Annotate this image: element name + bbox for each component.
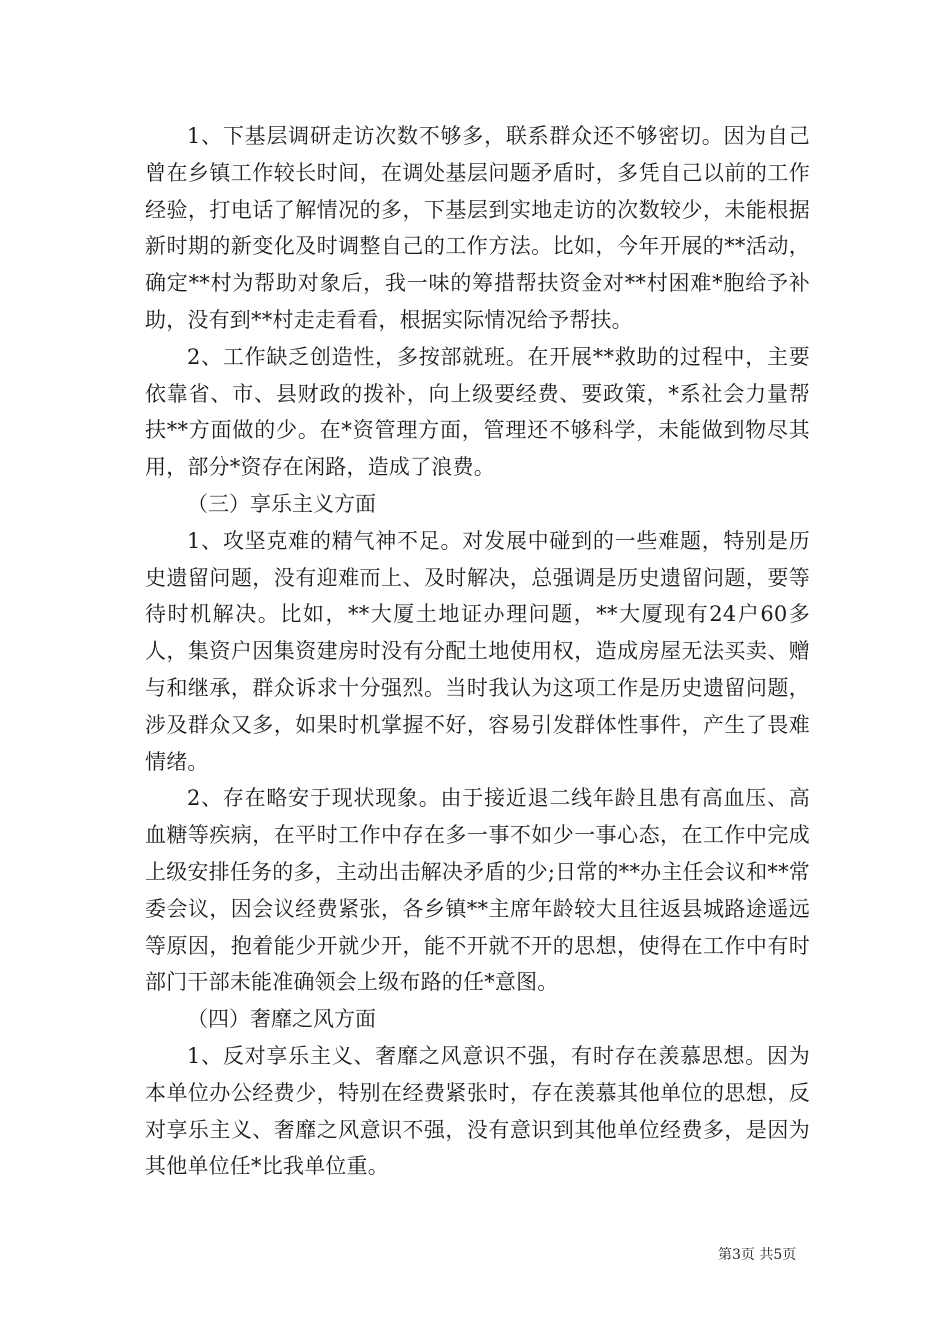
section-heading-extravagance: （四）奢靡之风方面	[187, 1007, 376, 1032]
section-heading-hedonism: （三）享乐主义方面	[187, 491, 376, 516]
paragraph-creativity: 2、工作缺乏创造性，多按部就班。在开展**救助的过程中，主要依靠省、市、县财政的拨补，向上级要经费、要政策，*系社会力量帮扶**方面做的少。在*资管理方面，管理还不够科学，未能做到物尽其用，部分*资存在闲路，造成了浪费。	[145, 344, 810, 480]
paragraph-complacency: 2、存在略安于现状现象。由于接近退二线年龄且患有高血压、高血糖等疾病，在平时工作中存在多一事不如少一事心态，在工作中完成上级安排任务的多，主动出击解决矛盾的少;日常的**办主任会议和**常委会议，因会议经费紧张，各乡镇**主席年龄较大且往返县城路途遥远等原因，抱着能少开就少开，能不开就不开的思想，使得在工作中有时部门干部未能准确领会上级布路的任*意图。	[145, 786, 810, 995]
paragraph-awareness: 1、反对享乐主义、奢靡之风意识不强，有时存在羡慕思想。因为本单位办公经费少，特别在经费紧张时，存在羡慕其他单位的思想，反对享乐主义、奢靡之风意识不强，没有意识到其他单位经费多，是因为其他单位任*比我单位重。	[145, 1043, 810, 1179]
paragraph-difficulties: 1、攻坚克难的精气神不足。对发展中碰到的一些难题，特别是历史遗留问题，没有迎难而上、及时解决，总强调是历史遗留问题，要等待时机解决。比如，**大厦土地证办理问题，**大厦现有24户60多人，集资户因集资建房时没有分配土地使用权，造成房屋无法买卖、赠与和继承，群众诉求十分强烈。当时我认为这项工作是历史遗留问题，涉及群众又多，如果时机掌握不好，容易引发群体性事件，产生了畏难情绪。	[145, 528, 810, 774]
page-number: 第3页 共5页	[718, 1247, 797, 1263]
document-body	[145, 118, 810, 1185]
paragraph-outreach: 1、下基层调研走访次数不够多，联系群众还不够密切。因为自己曾在乡镇工作较长时间，在调处基层问题矛盾时，多凭自己以前的工作经验，打电话了解情况的多，下基层到实地走访的次数较少，未能根据新时期的新变化及时调整自己的工作方法。比如，今年开展的**活动，确定**村为帮助对象后，我一味的筹措帮扶资金对**村困难*胞给予补助，没有到**村走走看看，根据实际情况给予帮扶。	[145, 124, 810, 332]
